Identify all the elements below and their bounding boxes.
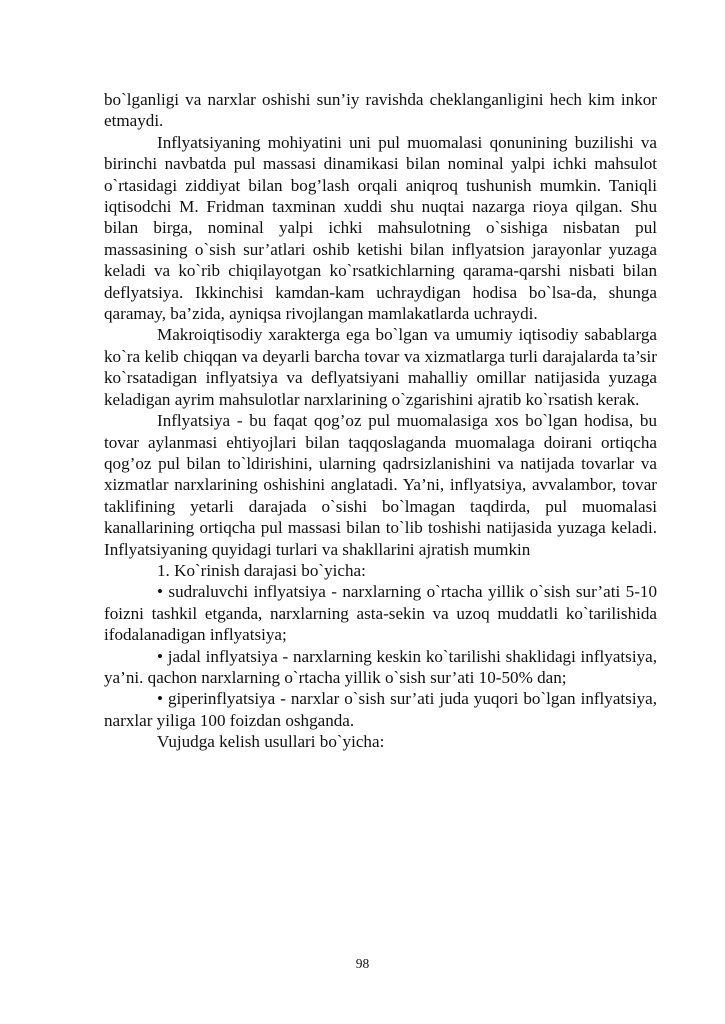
list-heading-1: 1. Ko`rinish darajasi bo`yicha:	[157, 560, 366, 580]
paragraph-1: Inflyatsiyaning mohiyatini uni pul muomalasi qonunining buzilishi va birinchi navbatda pul massasi dinamikasi bilan nominal yalpi ichki mahsulot o`rtasidagi ziddiyat bilan bog’lash orqali aniqroq tushunish mumkin. Taniqli iqtisodchi M. Fridman taxminan xuddi shu nuqtai nazarga rioya qilgan. Shu bilan birga, nominal yalpi ichki mahsulotning o`sishiga nisbatan pul massasining o`sish sur’atlari oshib ketishi bilan inflyatsion jarayonlar yuzaga keladi va ko`rib chiqilayotgan ko`rsatkichlarning qarama-qarshi nisbati bilan deflyatsiya. Ikkinchisi kamdan-kam uchraydigan hodisa bo`lsa-da, shunga qaramay, ba’zida, ayniqsa rivojlangan mamlakatlarda uchraydi.	[104, 132, 657, 324]
paragraph-3: Inflyatsiya - bu faqat qog’oz pul muomalasiga xos bo`lgan hodisa, bu tovar aylanmasi ehtiyojlari bilan taqqoslaganda muomalaga doirani ortiqcha qog’oz pul bilan to`ldirishini, ularning qadrsizlanishini va natijada tovarlar va xizmatlar narxlarining oshishini anglatadi. Ya’ni, inflyatsiya, avvalambor, tovar taklifining yetarli darajada o`sishi bo`lmagan taqdirda, pul muomalasi kanallarining ortiqcha pul massasi bilan to`lib toshishi natijasida yuzaga keladi. Inflyatsiyaning quyidagi turlari va shakllarini ajratish mumkin	[104, 411, 657, 559]
bullet-item-1: • sudraluvchi inflyatsiya - narxlarning o`rtacha yillik o`sish sur’ati 5-10 foizni tashkil etganda, narxlarning asta-sekin va uzoq muddatli ko`tarilishida ifodalanadigan inflyatsiya;	[104, 582, 657, 645]
paragraph-2: Makroiqtisodiy xarakterga ega bo`lgan va umumiy iqtisodiy sabablarga ko`ra kelib chiqqan va deyarli barcha tovar va xizmatlarga turli darajalarda ta’sir ko`rsatadigan inflyatsiya va deflyatsiyani mahalliy omillar natijasida yuzaga keladigan ayrim mahsulotlar narxlarining o`zgarishini ajratib ko`rsatish kerak.	[104, 325, 657, 409]
list-heading-2: Vujudga kelish usullari bo`yicha:	[157, 732, 385, 752]
page-number: 98	[355, 956, 370, 971]
page-body	[104, 89, 657, 753]
paragraph-0: bo`lganligi va narxlar oshishi sun’iy ravishda cheklanganligini hech kim inkor etmaydi.	[104, 90, 657, 131]
bullet-item-2: • jadal inflyatsiya - narxlarning keskin ko`tarilishi shaklidagi inflyatsiya, ya’ni. qachon narxlarning o`rtacha yillik o`sish sur’ati 10-50% dan;	[104, 646, 657, 687]
bullet-item-3: • giperinflyatsiya - narxlar o`sish sur’ati juda yuqori bo`lgan inflyatsiya, narxlar yiliga 100 foizdan oshganda.	[104, 689, 657, 730]
